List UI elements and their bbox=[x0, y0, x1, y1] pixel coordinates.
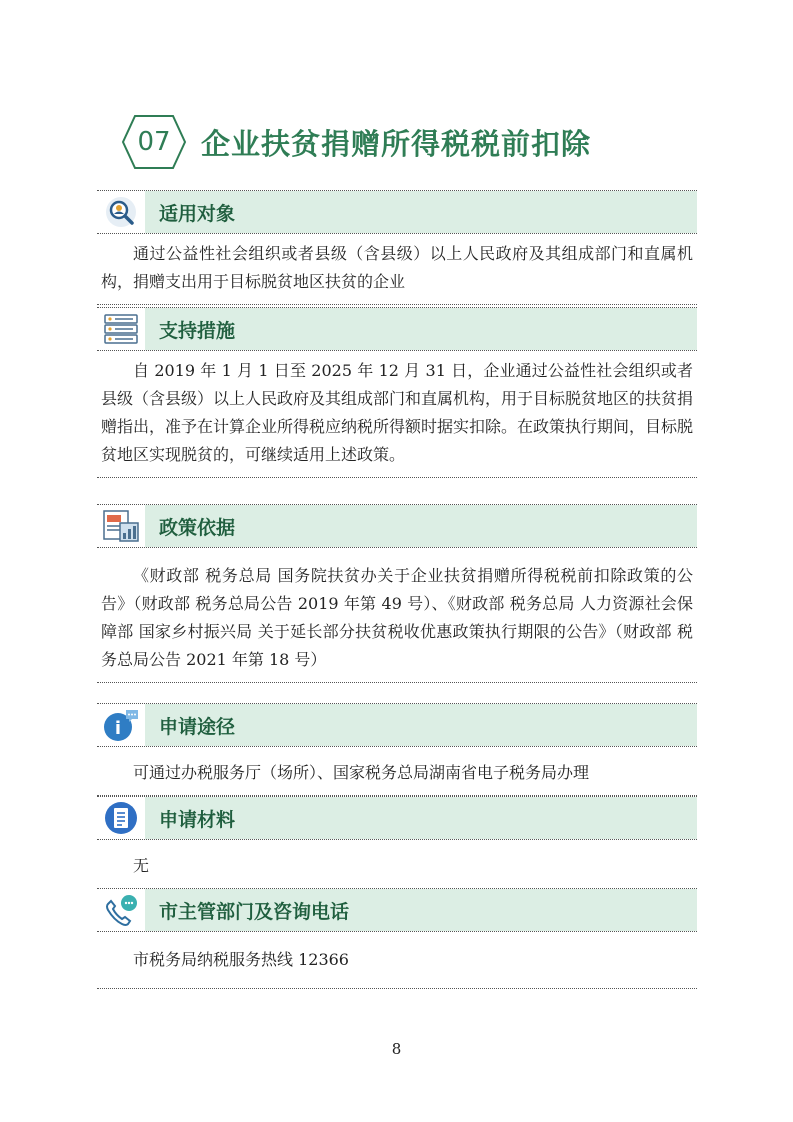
section-application-materials bbox=[97, 796, 697, 889]
section-applicable-objects bbox=[97, 190, 697, 305]
section-number: 07 bbox=[137, 127, 171, 157]
section-header bbox=[97, 307, 697, 351]
section-title: 政策依据 bbox=[159, 516, 236, 539]
section-title: 申请途径 bbox=[159, 715, 236, 738]
section-header bbox=[97, 796, 697, 840]
section-title: 适用对象 bbox=[159, 202, 236, 225]
section-support-measures bbox=[97, 307, 697, 478]
section-header bbox=[97, 888, 697, 932]
section-number-badge bbox=[121, 114, 187, 170]
page-number: 8 bbox=[391, 1040, 402, 1058]
section-body: 通过公益性社会组织或者县级（含县级）以上人民政府及其组成部门和直属机构，捐赠支出用于目标脱贫地区扶贫的企业 bbox=[101, 244, 693, 291]
section-body: 《财政部 税务总局 国务院扶贫办关于企业扶贫捐赠所得税税前扣除政策的公告》（财政部 税务总局公告 2019 年第 49 号）、《财政部 税务总局 人力资源社会保障部 国家乡村振兴局 关于延长部分扶贫税收优惠政策执行期限的公告》（财政部 税务总局公告 2021 年第 18 号） bbox=[101, 566, 693, 669]
section-application-channels bbox=[97, 703, 697, 796]
section-body: 自 2019 年 1 月 1 日至 2025 年 12 月 31 日，企业通过公益性社会组织或者县级（含县级）以上人民政府及其组成部门和直属机构，用于目标脱贫地区的扶贫捐赠指出，准予在计算企业所得税应纳税所得额时据实扣除。在政策执行期间，目标脱贫地区实现脱贫的，可继续适用上述政策。 bbox=[101, 361, 694, 464]
document-chart-icon bbox=[97, 505, 145, 547]
section-department-contact bbox=[97, 888, 697, 989]
svg-text:i: i bbox=[114, 718, 122, 739]
section-policy-basis bbox=[97, 504, 697, 683]
section-title: 申请材料 bbox=[159, 808, 236, 831]
section-header bbox=[97, 703, 697, 747]
list-document-icon bbox=[97, 797, 145, 839]
section-header bbox=[97, 190, 697, 234]
search-person-icon bbox=[97, 191, 145, 233]
section-title: 市主管部门及咨询电话 bbox=[159, 900, 350, 923]
phone-chat-icon bbox=[97, 889, 145, 931]
section-body: 市税务局纳税服务热线 12366 bbox=[133, 950, 349, 969]
page-heading bbox=[121, 114, 591, 170]
section-title: 支持措施 bbox=[159, 319, 236, 342]
info-chat-icon bbox=[97, 704, 145, 746]
section-body: 无 bbox=[133, 856, 150, 875]
section-body: 可通过办税服务厅（场所）、国家税务总局湖南省电子税务局办理 bbox=[133, 763, 590, 782]
section-header bbox=[97, 504, 697, 548]
page-title: 企业扶贫捐赠所得税税前扣除 bbox=[201, 126, 592, 161]
server-list-icon bbox=[97, 308, 145, 350]
